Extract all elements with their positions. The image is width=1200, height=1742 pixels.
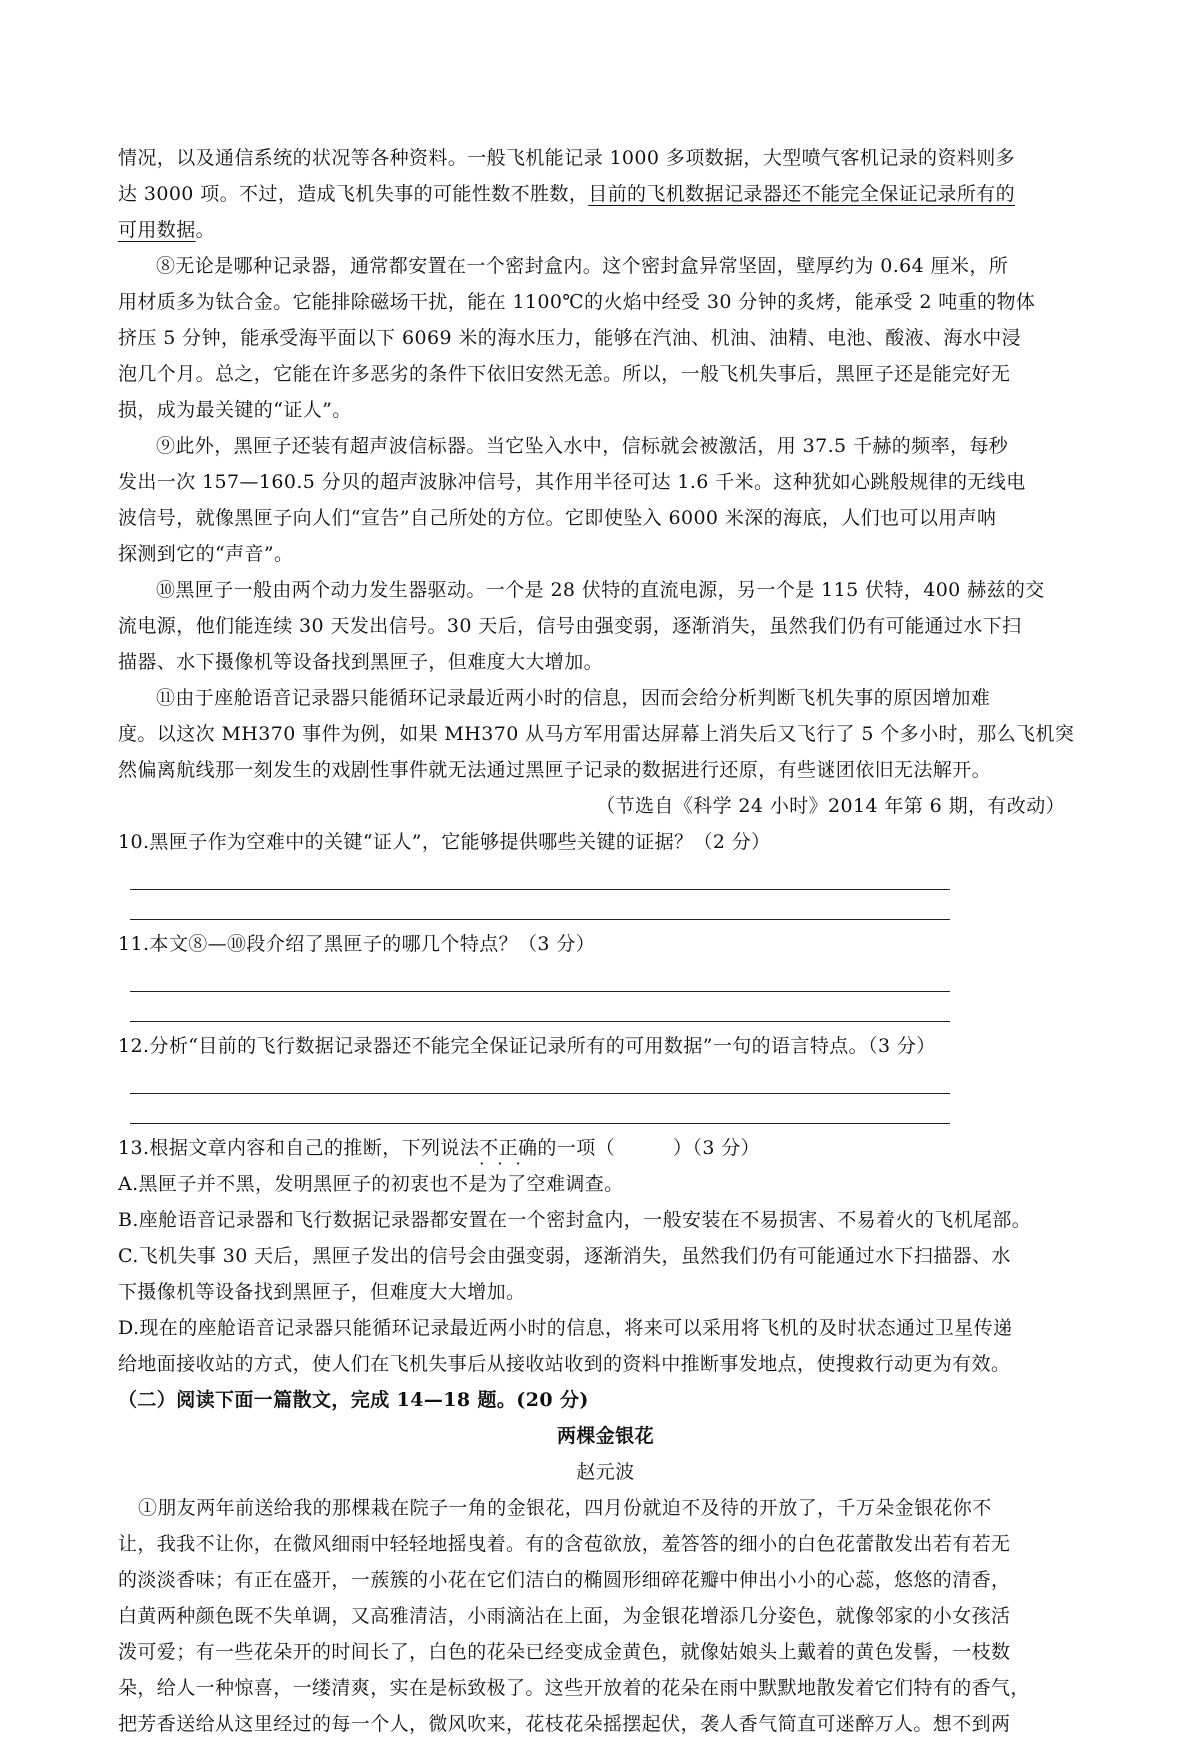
text-segment: 。	[195, 219, 216, 241]
paragraph-11-line: ⑪由于座舱语音记录器只能循环记录最近两小时的信息，因而会给分析判断飞机失事的原因增加难	[156, 687, 991, 709]
paragraph-9-line: 波信号，就像黑匣子向人们“宣告”自己所处的方位。它即使坠入 6000 米深的海底，人们也可以用声呐	[118, 507, 997, 529]
paragraph-8-line: 用材质多为钛合金。它能排除磁场干扰，能在 1100℃的火焰中经受 30 分钟的炙烤，能承受 2 吨重的物体	[118, 291, 1036, 313]
essay-author: 赵元波	[576, 1461, 635, 1483]
emphasis-dotted-text: 不正确 · · ·	[479, 1130, 537, 1166]
question-11: 11.本文⑧—⑩段介绍了黑匣子的哪几个特点？（3 分）	[118, 933, 596, 955]
essay-title: 两棵金银花	[556, 1425, 654, 1447]
answer-line[interactable]	[130, 992, 950, 1022]
paragraph-10-line: 流电源，他们能连续 30 天发出信号。30 天后，信号由强变弱，逐渐消失，虽然我们仍有可能通过水下扫	[118, 615, 1022, 637]
option-a: A.黑匣子并不黑，发明黑匣子的初衷也不是为了空难调查。	[118, 1173, 624, 1195]
text-segment: 达 3000 项。不过，造成飞机失事的可能性数不胜数，	[118, 183, 589, 205]
q13-text: 的一项（	[537, 1137, 616, 1159]
paragraph-8-line: 挤压 5 分钟，能承受海平面以下 6069 米的海水压力，能够在汽油、机油、油精、电池、酸液、海水中浸	[118, 327, 1022, 349]
source-citation: （节选自《科学 24 小时》2014 年第 6 期，有改动）	[596, 795, 1065, 817]
answer-line[interactable]	[130, 890, 950, 920]
underlined-sentence-end: 可用数据	[118, 219, 196, 241]
paragraph-11-line: 度。以这次 MH370 事件为例，如果 MH370 从马方军用雷达屏幕上消失后又飞行了 5 个多小时，那么飞机突	[118, 723, 1075, 745]
essay-paragraph-line: 泼可爱；有一些花朵开的时间长了，白色的花朵已经变成金黄色，就像姑娘头上戴着的黄色发髻，一枝数	[118, 1641, 1011, 1663]
option-c: C.飞机失事 30 天后，黑匣子发出的信号会由强变弱，逐渐消失，虽然我们仍有可能通过水下扫描器、水	[118, 1245, 1011, 1267]
option-c: 下摄像机等设备找到黑匣子，但难度大大增加。	[118, 1281, 526, 1303]
essay-paragraph-line: 白黄两种颜色既不失单调，又高雅清洁，小雨滴沾在上面，为金银花增添几分姿色，就像邻家的小女孩活	[118, 1605, 1011, 1627]
paragraph-8-line: 泡几个月。总之，它能在许多恶劣的条件下依旧安然无恙。所以，一般飞机失事后，黑匣子还是能完好无	[118, 363, 1011, 385]
text-line	[118, 176, 1093, 212]
option-d: D.现在的座舱语音记录器只能循环记录最近两小时的信息，将来可以采用将飞机的及时状态通过卫星传递	[118, 1317, 1013, 1339]
answer-line[interactable]	[130, 860, 950, 890]
paragraph-8-line: ⑧无论是哪种记录器，通常都安置在一个密封盒内。这个密封盒异常坚固，壁厚约为 0.64 厘米，所	[156, 255, 1009, 277]
essay-paragraph-line: 的淡淡香味；有正在盛开，一蔟簇的小花在它们洁白的椭圆形细碎花瓣中伸出小小的心蕊，悠悠的清香，	[118, 1569, 1011, 1591]
option-b: B.座舱语音记录器和飞行数据记录器都安置在一个密封盒内，一般安装在不易损害、不易着火的飞机尾部。	[118, 1209, 1032, 1231]
paragraph-9-line: 探测到它的“声音”。	[118, 543, 294, 565]
answer-line[interactable]	[130, 1064, 950, 1094]
essay-paragraph-line: 朵，给人一种惊喜，一缕清爽，实在是标致极了。这些开放着的花朵在雨中默默地散发着它们特有的香气，	[118, 1677, 1030, 1699]
paragraph-10-line: 描器、水下摄像机等设备找到黑匣子，但难度大大增加。	[118, 651, 604, 673]
q13-text: 13.根据文章内容和自己的推断，下列说法	[118, 1137, 480, 1159]
essay-paragraph-line: 让，我我不让你，在微风细雨中轻轻地摇曳着。有的含苞欲放，羞答答的细小的白色花蕾散发出若有若无	[118, 1533, 1011, 1555]
essay-paragraph-line: ①朋友两年前送给我的那棵栽在院子一角的金银花，四月份就迫不及待的开放了，千万朵金银花你不	[138, 1497, 992, 1519]
exam-page	[118, 140, 1093, 1742]
essay-paragraph-line: 把芳香送给从这里经过的每一个人，微风吹来，花枝花朵摇摆起伏，袭人香气简直可迷醉万人。想不到两	[118, 1713, 1011, 1735]
text-line	[118, 212, 1093, 248]
answer-line[interactable]	[130, 962, 950, 992]
question-10: 10.黑匣子作为空难中的关键“证人”，它能够提供哪些关键的证据？（2 分）	[118, 831, 771, 853]
paragraph-11-line: 然偏离航线那一刻发生的戏剧性事件就无法通过黑匣子记录的数据进行还原，有些谜团依旧无法解开。	[118, 759, 992, 781]
option-d: 给地面接收站的方式，使人们在飞机失事后从接收站收到的资料中推断事发地点，使搜救行动更为有效。	[118, 1353, 1011, 1375]
paragraph-9-line: ⑨此外，黑匣子还装有超声波信标器。当它坠入水中，信标就会被激活，用 37.5 千赫的频率，每秒	[156, 435, 1009, 457]
q13-score: ）（3 分）	[673, 1137, 761, 1159]
section-heading: （二）阅读下面一篇散文，完成 14—18 题。(20 分)	[118, 1389, 589, 1411]
underlined-sentence: 目前的飞机数据记录器还不能完全保证记录所有的	[588, 183, 1016, 205]
question-13	[118, 1130, 1093, 1166]
paragraph-9-line: 发出一次 157—160.5 分贝的超声波脉冲信号，其作用半径可达 1.6 千米。这种犹如心跳般规律的无线电	[118, 471, 1026, 493]
answer-line[interactable]	[130, 1094, 950, 1124]
paragraph-10-line: ⑩黑匣子一般由两个动力发生器驱动。一个是 28 伏特的直流电源，另一个是 115 伏特，400 赫兹的交	[156, 579, 1045, 601]
question-12: 12.分析“目前的飞行数据记录器还不能完全保证记录所有的可用数据”一句的语言特点。（3 分）	[118, 1035, 936, 1057]
text-line: 情况，以及通信系统的状况等各种资料。一般飞机能记录 1000 多项数据，大型喷气客机记录的资料则多	[118, 147, 1016, 169]
paragraph-8-line: 损，成为最关键的“证人”。	[118, 399, 352, 421]
